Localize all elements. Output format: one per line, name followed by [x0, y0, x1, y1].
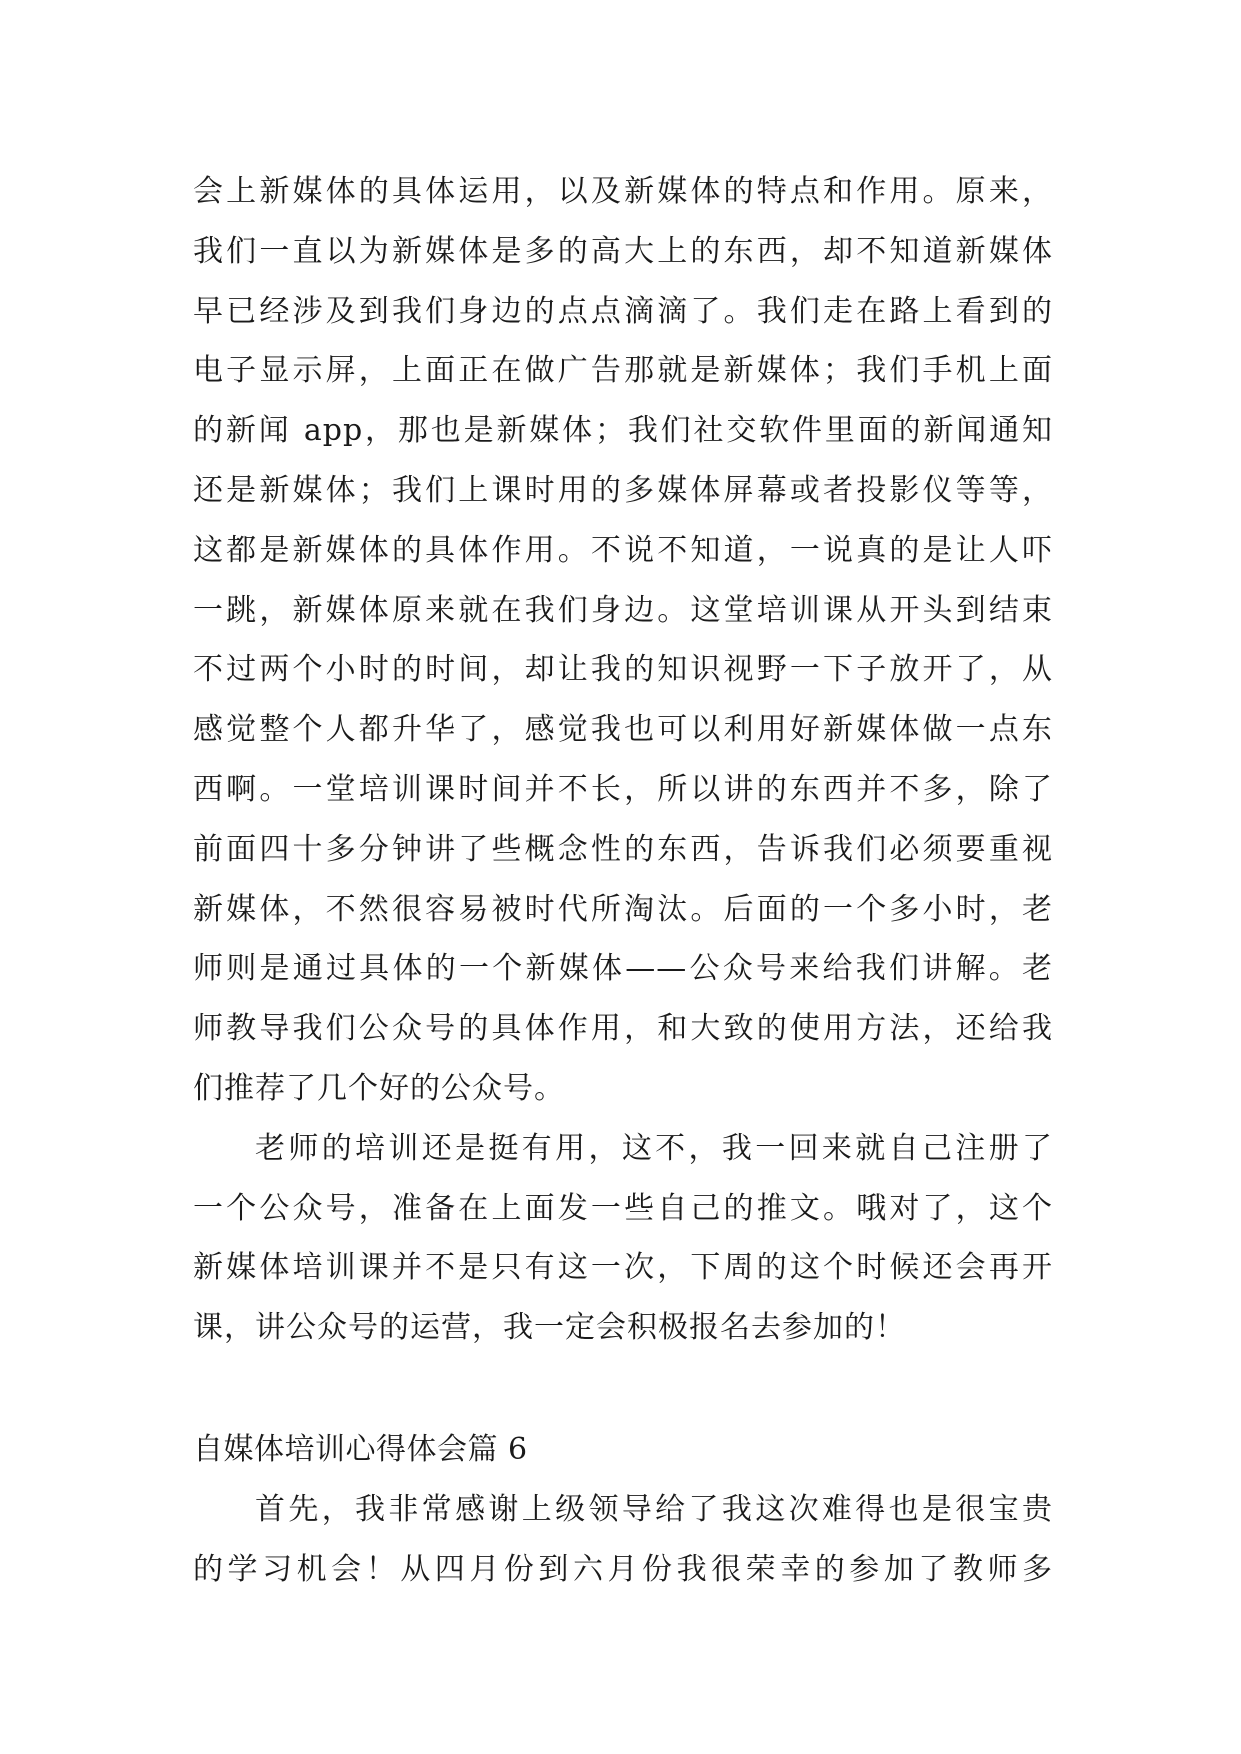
text-line: 师则是通过具体的一个新媒体——公众号来给我们讲解。老: [193, 951, 1053, 987]
text-line: 的新闻 app，那也是新媒体；我们社交软件里面的新闻通知: [193, 413, 1053, 449]
text-line: 前面四十多分钟讲了些概念性的东西，告诉我们必须要重视: [193, 831, 1053, 867]
paragraph-1: [193, 162, 1053, 1119]
text-line: 早已经涉及到我们身边的点点滴滴了。我们走在路上看到的: [193, 293, 1053, 329]
text-line: 新媒体，不然很容易被时代所淘汰。后面的一个多小时，老: [193, 891, 1053, 927]
text-line: 西啊。一堂培训课时间并不长，所以讲的东西并不多，除了: [193, 771, 1053, 807]
text-line: 老师的培训还是挺有用，这不，我一回来就自己注册了: [255, 1130, 1053, 1166]
text-line: 我们一直以为新媒体是多的高大上的东西，却不知道新媒体: [193, 233, 1053, 269]
text-line: 感觉整个人都升华了，感觉我也可以利用好新媒体做一点东: [193, 712, 1053, 748]
section-heading: 自媒体培训心得体会篇 6: [193, 1431, 528, 1467]
text-line: 首先，我非常感谢上级领导给了我这次难得也是很宝贵: [255, 1491, 1053, 1527]
paragraph-3: [193, 1480, 1053, 1600]
text-line: 一跳，新媒体原来就在我们身边。这堂培训课从开头到结束: [193, 592, 1053, 628]
paragraph-2: [193, 1119, 1053, 1358]
section-spacer: [193, 1358, 1053, 1420]
text-line: 会上新媒体的具体运用，以及新媒体的特点和作用。原来，: [193, 174, 1053, 209]
text-line: 师教导我们公众号的具体作用，和大致的使用方法，还给我: [193, 1011, 1053, 1047]
text-line: 电子显示屏，上面正在做广告那就是新媒体；我们手机上面: [193, 353, 1053, 389]
text-line: 一个公众号，准备在上面发一些自己的推文。哦对了，这个: [193, 1190, 1053, 1226]
text-line: 课，讲公众号的运营，我一定会积极报名去参加的！: [193, 1310, 906, 1346]
text-line: 不过两个小时的时间，却让我的知识视野一下子放开了，从: [193, 652, 1053, 688]
text-line: 的学习机会！从四月份到六月份我很荣幸的参加了教师多: [193, 1551, 1053, 1587]
text-line: 这都是新媒体的具体作用。不说不知道，一说真的是让人吓: [193, 532, 1053, 568]
text-line: 还是新媒体；我们上课时用的多媒体屏幕或者投影仪等等，: [193, 472, 1053, 508]
document-body: [193, 162, 1053, 1599]
text-line: 们推荐了几个好的公众号。: [193, 1070, 565, 1106]
text-line: 新媒体培训课并不是只有这一次，下周的这个时候还会再开: [193, 1250, 1053, 1286]
